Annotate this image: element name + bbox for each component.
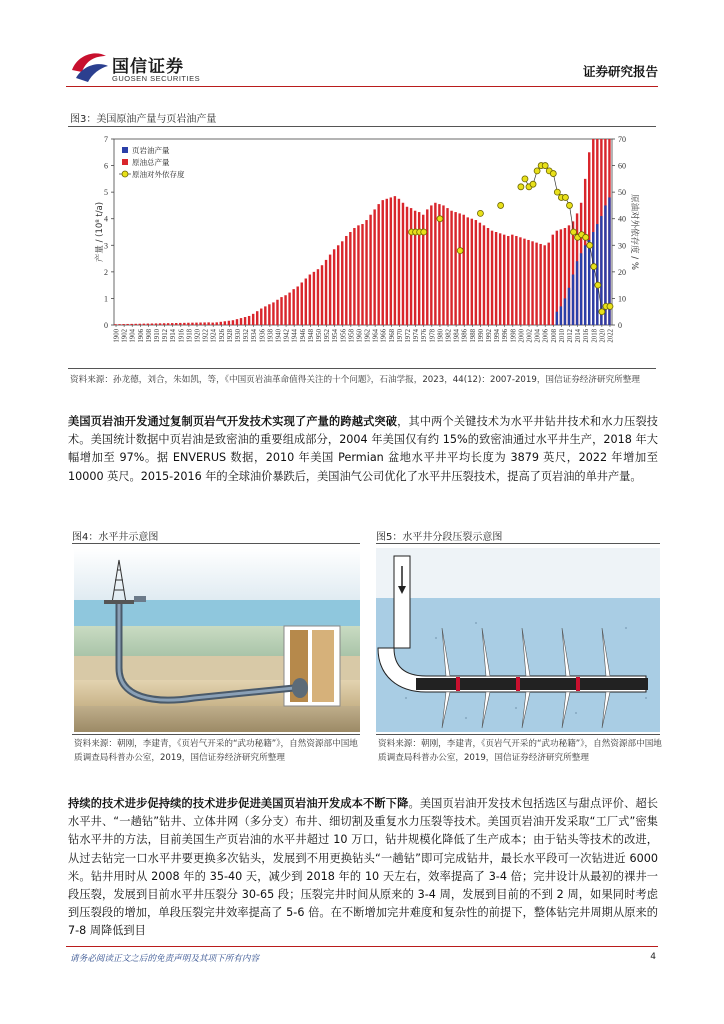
total-production-bar xyxy=(361,224,363,325)
y-tick-label: 3 xyxy=(104,241,108,251)
total-production-bar xyxy=(252,314,254,325)
shale-production-bar xyxy=(576,261,578,325)
y2-tick-label: 20 xyxy=(618,267,626,277)
y-tick-label: 0 xyxy=(104,321,108,330)
total-production-bar xyxy=(126,324,128,325)
x-tick-label: 1924 xyxy=(210,329,218,343)
x-tick-label: 2000 xyxy=(518,329,526,343)
total-production-bar xyxy=(167,323,169,325)
total-production-bar xyxy=(349,232,351,325)
total-production-bar xyxy=(515,236,517,325)
total-production-bar xyxy=(118,324,120,325)
paragraph-horizontal-drilling xyxy=(68,413,658,486)
total-production-bar xyxy=(211,323,213,325)
total-production-bar xyxy=(135,324,137,325)
total-production-bar xyxy=(260,309,262,325)
x-tick-label: 1974 xyxy=(413,329,421,343)
x-tick-label: 1922 xyxy=(202,329,210,343)
x-tick-label: 1910 xyxy=(154,329,162,343)
figure4-title: 图4：水平井示意图 xyxy=(72,532,159,543)
total-production-bar xyxy=(426,209,428,325)
x-tick-label: 1904 xyxy=(129,329,137,343)
x-tick-label: 1940 xyxy=(275,329,283,343)
total-production-bar xyxy=(438,204,440,325)
total-production-bar xyxy=(256,311,258,325)
total-production-bar xyxy=(232,320,234,325)
dependence-point xyxy=(457,248,463,254)
total-production-bar xyxy=(122,324,124,325)
y2-tick-label: 50 xyxy=(618,188,626,198)
page-number: 4 xyxy=(650,952,656,962)
total-production-bar xyxy=(309,275,311,325)
total-production-bar xyxy=(531,241,533,325)
x-tick-label: 2006 xyxy=(542,329,550,343)
total-production-bar xyxy=(507,236,509,325)
total-production-bar xyxy=(527,240,529,325)
total-production-bar xyxy=(183,323,185,325)
shale-production-bar xyxy=(556,312,558,325)
y-axis-label: 产量 / (10⁸ t/a) xyxy=(95,201,105,263)
figure5-top-rule xyxy=(376,543,660,544)
x-tick-label: 1920 xyxy=(194,329,202,343)
guosen-logo-icon xyxy=(70,50,110,84)
x-tick-label: 2020 xyxy=(599,329,607,343)
paragraph-body: 。美国页岩油开发技术包括选区与甜点评价、超长水平井、“一趟钻”钻井、立体井网（多分支）布井、细切割及重复水力压裂等技术。美国页岩油开发采取“工厂式”密集钻水平井的方法，目前美国生产页岩油的水平井超过 10 万口，钻井规模化降低了生产成本；由于钻头等技术的改进，从过去钻完一口水平井要更换多次钻头，发展到不用更换钻头“一趟钻”即可完成钻井，最长水平段可一次钻进近 6000 米。钻井用时从 2008 年的 35-40 天，减少到 2018 年的 10 天左右，效率提高了 3-4 倍；完井设计从最初的裸井一段压裂，发展到目前水平井压裂分 30-65 段；压裂完井时间从原来的 3-4 周，发展到目前的不到 2 周，如果同时考虑到压裂段的增加，单段压裂完井效率提高了 5-6 倍。在不断增加完井难度和复杂性的前提下，整体钻完井周期从原来的 7-8 周降低到目 xyxy=(68,797,658,938)
shale-production-bar xyxy=(580,253,582,325)
y2-axis-label: 原油对外依存度 / % xyxy=(629,194,639,270)
total-production-bar xyxy=(179,323,181,325)
total-production-bar xyxy=(454,212,456,325)
x-tick-label: 1972 xyxy=(405,329,413,343)
x-tick-label: 1986 xyxy=(461,329,469,343)
total-production-bar xyxy=(503,235,505,325)
dependence-point xyxy=(518,184,524,190)
total-production-bar xyxy=(155,323,157,325)
x-tick-label: 2014 xyxy=(575,329,583,343)
total-production-bar xyxy=(272,302,274,325)
total-production-bar xyxy=(143,324,145,325)
total-production-bar xyxy=(337,245,339,325)
figure3-bottom-rule xyxy=(68,368,656,369)
figure5-title: 图5：水平井分段压裂示意图 xyxy=(376,532,503,543)
legend-label-total: 原油总产量 xyxy=(132,158,170,167)
total-production-bar xyxy=(159,323,161,325)
x-tick-label: 1938 xyxy=(267,329,275,343)
total-production-bar xyxy=(191,323,193,325)
x-tick-label: 1976 xyxy=(421,329,429,343)
total-production-bar xyxy=(203,322,205,325)
x-tick-label: 1980 xyxy=(437,329,445,343)
y-tick-label: 1 xyxy=(104,294,108,304)
x-tick-label: 1990 xyxy=(477,329,485,343)
total-production-bar xyxy=(321,265,323,325)
total-production-bar xyxy=(305,279,307,326)
logo-chinese-name: 国信证券 xyxy=(112,57,184,77)
total-production-bar xyxy=(130,324,132,325)
dependence-point xyxy=(583,234,589,240)
total-production-bar xyxy=(511,235,513,325)
total-production-bar xyxy=(390,197,392,325)
dependence-point xyxy=(599,309,605,315)
dependence-point xyxy=(562,194,568,200)
x-tick-label: 1998 xyxy=(510,329,518,343)
x-tick-label: 1902 xyxy=(121,329,129,343)
total-production-bar xyxy=(296,286,298,325)
footer-divider xyxy=(66,946,658,947)
total-production-bar xyxy=(220,322,222,325)
report-type-label: 证券研究报告 xyxy=(582,64,658,79)
x-tick-label: 1982 xyxy=(445,329,453,343)
x-tick-label: 1992 xyxy=(486,329,494,343)
total-production-bar xyxy=(216,322,218,325)
x-tick-label: 1946 xyxy=(299,329,307,343)
total-production-bar xyxy=(471,219,473,325)
y2-tick-label: 70 xyxy=(618,135,626,144)
figure4-source: 资料来源：朝刚，李建青，《页岩气开采的“武功秘籍”》，自然资源部中国地质调查局科普办公室，2019，国信证券经济研究所整理 xyxy=(74,739,358,763)
x-tick-label: 2004 xyxy=(534,329,542,343)
shale-production-bar xyxy=(588,240,590,325)
x-tick-label: 1948 xyxy=(307,329,315,343)
x-tick-label: 1912 xyxy=(162,329,170,343)
shale-production-bar xyxy=(584,245,586,325)
total-production-bar xyxy=(479,223,481,325)
x-tick-label: 2010 xyxy=(558,329,566,343)
y2-tick-label: 60 xyxy=(618,161,626,171)
paragraph-lead: 持续的技术进步促持续的技术进步促进美国页岩油开发成本不断下降 xyxy=(68,797,409,810)
y-tick-label: 6 xyxy=(104,161,108,171)
x-tick-label: 1950 xyxy=(315,329,323,343)
total-production-bar xyxy=(333,249,335,325)
total-production-bar xyxy=(114,324,116,325)
total-production-bar xyxy=(499,233,501,325)
x-tick-label: 1914 xyxy=(170,329,178,343)
x-tick-label: 1944 xyxy=(291,329,299,343)
x-tick-label: 1966 xyxy=(380,329,388,343)
shale-production-bar xyxy=(564,298,566,325)
x-tick-label: 1936 xyxy=(259,329,267,343)
total-production-bar xyxy=(543,245,545,325)
y2-tick-label: 0 xyxy=(618,321,622,330)
total-production-bar xyxy=(373,209,375,325)
total-production-bar xyxy=(548,243,550,325)
x-tick-label: 2016 xyxy=(583,329,591,343)
total-production-bar xyxy=(519,237,521,325)
shale-production-bar xyxy=(560,306,562,325)
figure3-source: 资料来源：孙龙德，刘合，朱如凯，等，《中国页岩油革命值得关注的十个问题》，石油学报，2023，44(12)：2007-2019，国信证券经济研究所整理 xyxy=(70,375,640,385)
dependence-point xyxy=(498,202,504,208)
x-tick-label: 2002 xyxy=(526,329,534,343)
legend-marker-dependence xyxy=(122,171,128,177)
y-tick-label: 5 xyxy=(104,188,108,198)
total-production-bar xyxy=(228,321,230,325)
x-tick-label: 1962 xyxy=(364,329,372,343)
total-production-bar xyxy=(552,235,554,325)
legend-label-shale: 页岩油产量 xyxy=(132,146,170,155)
total-production-bar xyxy=(199,323,201,325)
dependence-point xyxy=(522,176,528,182)
x-tick-label: 1988 xyxy=(469,329,477,343)
x-tick-label: 1978 xyxy=(429,329,437,343)
x-tick-label: 1964 xyxy=(372,329,380,343)
x-tick-label: 1996 xyxy=(502,329,510,343)
legend-swatch-total xyxy=(122,159,128,165)
total-production-bar xyxy=(475,220,477,325)
total-production-bar xyxy=(539,244,541,325)
total-production-bar xyxy=(244,317,246,325)
x-tick-label: 1926 xyxy=(218,329,226,343)
x-tick-label: 1960 xyxy=(356,329,364,343)
x-tick-label: 1942 xyxy=(283,329,291,343)
total-production-bar xyxy=(434,203,436,325)
total-production-bar xyxy=(353,228,355,325)
total-production-bar xyxy=(414,211,416,325)
x-tick-label: 1916 xyxy=(178,329,186,343)
total-production-bar xyxy=(487,228,489,325)
dependence-point xyxy=(421,229,427,235)
dependence-point xyxy=(554,189,560,195)
horizontal-well-image xyxy=(74,548,360,732)
dependence-point xyxy=(530,181,536,187)
staged-fracturing-image xyxy=(376,548,660,732)
staged-fracturing-illustration xyxy=(376,548,660,732)
total-production-bar xyxy=(495,232,497,325)
total-production-bar xyxy=(163,323,165,325)
total-production-bar xyxy=(402,203,404,325)
legend-label-dependence: 原油对外依存度 xyxy=(132,170,185,179)
dependence-point xyxy=(542,163,548,169)
x-tick-label: 2008 xyxy=(550,329,558,343)
x-tick-label: 1900 xyxy=(113,329,121,343)
total-production-bar xyxy=(329,255,331,325)
dependence-point xyxy=(566,202,572,208)
total-production-bar xyxy=(398,199,400,325)
x-tick-label: 1934 xyxy=(251,329,259,343)
dependence-point xyxy=(477,210,483,216)
total-production-bar xyxy=(207,322,209,325)
figure5-bottom-rule xyxy=(376,734,660,735)
y-tick-label: 4 xyxy=(104,214,108,224)
paragraph-lead: 美国页岩油开发通过复制页岩气开发技术实现了产量的跨越式突破 xyxy=(68,415,398,428)
total-production-bar xyxy=(458,213,460,325)
total-production-bar xyxy=(491,231,493,325)
total-production-bar xyxy=(224,321,226,325)
x-tick-label: 1958 xyxy=(348,329,356,343)
total-production-bar xyxy=(394,196,396,325)
dependence-point xyxy=(607,303,613,309)
total-production-bar xyxy=(288,293,290,325)
x-tick-label: 1906 xyxy=(137,329,145,343)
total-production-bar xyxy=(523,239,525,325)
dependence-point xyxy=(571,229,577,235)
y2-tick-label: 30 xyxy=(618,241,626,251)
x-tick-label: 2022 xyxy=(607,329,615,343)
total-production-bar xyxy=(382,200,384,325)
x-tick-label: 1932 xyxy=(243,329,251,343)
total-production-bar xyxy=(313,272,315,325)
total-production-bar xyxy=(151,323,153,325)
x-tick-label: 1968 xyxy=(388,329,396,343)
x-tick-label: 1918 xyxy=(186,329,194,343)
total-production-bar xyxy=(195,323,197,325)
crude-oil-chart xyxy=(92,133,640,360)
x-tick-label: 1984 xyxy=(453,329,461,343)
total-production-bar xyxy=(467,217,469,325)
shale-production-bar xyxy=(568,288,570,325)
paragraph-body: ，其中两个关键技术为水平井钻井技术和水力压裂技术。美国统计数据中页岩油是致密油的重要组成部分，2004 年美国仅有约 15%的致密油通过水平井生产，2018 年大幅增加至 97%。据 ENVERUS 数据，2010 年美国 Permian 盆地水平井平均长度为 3879 英尺，2022 年增加至 10000 英尺。2015-2016 年的全球油价暴跌后，美国油气公司优化了水平井压裂技术，提高了页岩油的单井产量。 xyxy=(68,415,658,483)
total-production-bar xyxy=(175,323,177,325)
x-tick-label: 1970 xyxy=(396,329,404,343)
total-production-bar xyxy=(446,208,448,325)
disclaimer-note: 请务必阅读正文之后的免责声明及其项下所有内容 xyxy=(70,954,260,964)
total-production-bar xyxy=(483,225,485,325)
total-production-bar xyxy=(264,306,266,325)
total-production-bar xyxy=(450,211,452,325)
total-production-bar xyxy=(171,323,173,325)
shale-production-bar xyxy=(596,224,598,325)
total-production-bar xyxy=(187,323,189,325)
dependence-point xyxy=(591,264,597,270)
dependence-point xyxy=(550,171,556,177)
total-production-bar xyxy=(406,207,408,325)
total-production-bar xyxy=(325,260,327,325)
paragraph-cost-reduction xyxy=(68,795,658,941)
y2-tick-label: 40 xyxy=(618,214,626,224)
chart-svg xyxy=(92,133,640,360)
total-production-bar xyxy=(276,300,278,325)
guosen-logo xyxy=(70,50,210,90)
figure5-source: 资料来源：朝刚，李建青，《页岩气开采的“武功秘籍”》，自然资源部中国地质调查局科普办公室，2019，国信证券经济研究所整理 xyxy=(378,739,662,763)
total-production-bar xyxy=(410,208,412,325)
y-tick-label: 2 xyxy=(104,267,108,277)
total-production-bar xyxy=(377,204,379,325)
x-tick-label: 1956 xyxy=(340,329,348,343)
total-production-bar xyxy=(535,243,537,325)
total-production-bar xyxy=(556,231,558,325)
x-tick-label: 1928 xyxy=(226,329,234,343)
x-tick-label: 2012 xyxy=(566,329,574,343)
horizontal-well-illustration xyxy=(74,548,360,732)
x-tick-label: 1930 xyxy=(234,329,242,343)
x-tick-label: 2018 xyxy=(591,329,599,343)
dependence-point xyxy=(534,168,540,174)
total-production-bar xyxy=(462,215,464,325)
dependence-point xyxy=(437,216,443,222)
total-production-bar xyxy=(386,199,388,325)
page-header xyxy=(0,0,724,92)
dependence-point xyxy=(587,242,593,248)
total-production-bar xyxy=(139,324,141,325)
total-production-bar xyxy=(369,215,371,325)
total-production-bar xyxy=(280,297,282,325)
header-divider xyxy=(66,86,658,87)
total-production-bar xyxy=(317,269,319,325)
total-production-bar xyxy=(365,220,367,325)
x-tick-label: 1994 xyxy=(494,329,502,343)
total-production-bar xyxy=(341,241,343,325)
figure4-top-rule xyxy=(72,543,360,544)
total-production-bar xyxy=(345,236,347,325)
dependence-point xyxy=(595,282,601,288)
figure4-bottom-rule xyxy=(72,734,360,735)
total-production-bar xyxy=(147,324,149,325)
x-tick-label: 1908 xyxy=(145,329,153,343)
x-tick-label: 1954 xyxy=(332,329,340,343)
total-production-bar xyxy=(240,318,242,325)
total-production-bar xyxy=(357,225,359,325)
total-production-bar xyxy=(236,319,238,325)
x-tick-label: 1952 xyxy=(324,329,332,343)
figure3-top-rule xyxy=(68,126,656,127)
total-production-bar xyxy=(284,295,286,325)
shale-production-bar xyxy=(572,275,574,325)
y-tick-label: 7 xyxy=(104,135,108,144)
total-production-bar xyxy=(268,304,270,325)
total-production-bar xyxy=(248,316,250,325)
logo-english-name: GUOSEN SECURITIES xyxy=(112,74,201,83)
total-production-bar xyxy=(292,289,294,325)
figure3-title: 图3：美国原油产量与页岩油产量 xyxy=(70,114,217,125)
y2-tick-label: 10 xyxy=(618,294,626,304)
total-production-bar xyxy=(301,282,303,325)
total-production-bar xyxy=(430,205,432,325)
total-production-bar xyxy=(442,205,444,325)
legend-swatch-shale xyxy=(122,147,128,153)
